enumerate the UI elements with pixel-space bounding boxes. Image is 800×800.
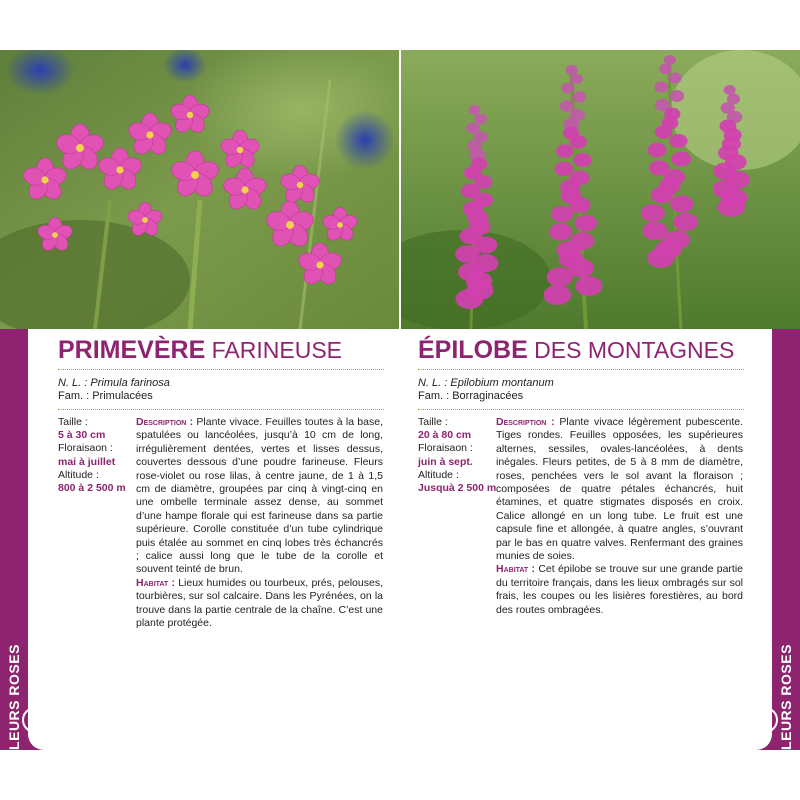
divider <box>58 409 384 410</box>
bloom-value: juin à sept. <box>418 455 473 468</box>
divider <box>418 369 744 370</box>
bloom-value: mai à juillet <box>58 455 116 468</box>
title-bold: ÉPILOBE <box>418 336 528 364</box>
primrose-photo <box>0 50 399 329</box>
family: Fam. : Borraginacées <box>418 390 524 402</box>
size-label: Taille : <box>58 416 88 428</box>
family: Fam. : Primulacées <box>58 390 153 402</box>
divider <box>58 369 384 370</box>
altitude-label: Altitude : <box>418 468 459 481</box>
latin-name-label: N. L. : <box>58 377 88 389</box>
species-stats <box>58 416 138 495</box>
habitat-text: Cet épilobe se trouve sur une grande partie du territoire français, dans les lieux ombragés sur sol frais, les coupes ou les lisières forestières, au bord des routes ombragées. <box>496 563 743 616</box>
altitude-label: Altitude : <box>58 468 99 481</box>
species-description <box>136 416 383 631</box>
bloom-label: Floraisaon : <box>418 442 473 455</box>
description-text: Plante vivace légèrement pubescente. Tiges rondes. Feuilles opposées, les supérieures alternes, sessiles, ovales-lancéolées, à dents inégales. Fleurs petites, de 5 à 8 mm de diamètre, roses, penchées vers le sol avant la floraison ; composées de quatre pétales échancrés, huit étamines, et quatre stigmates disposés en croix. Calice allongé en un long tube. Le fruit est une capsule fine et allongée, à quatre angles, s’ouvrant par le bas en quatre valves. Renfermant des graines munies de soies. <box>496 416 743 563</box>
right-page-content <box>400 329 772 750</box>
size-value: 5 à 30 cm <box>58 429 106 442</box>
species-description <box>496 416 743 617</box>
description-keyword: Description : <box>496 416 555 428</box>
species-title <box>418 336 734 365</box>
description-text: Plante vivace. Feuilles toutes à la base, spatulées ou lancéolées, jusqu’à 10 cm de long, irrégulièrement dentées, vertes et lisses dessus, couvertes dessous d’une poudre farineuse. Fleurs rose-violet ou rose lilas, à centre jaune, de 1 à 1,5 cm de diamètre, groupées par cinq à vingt-cinq en une ombelle terminale assez dense, au sommet d’une hampe florale qui est farineuse dans sa partie supérieure. Corolle constituée d’un tube cylindrique puis étalée au sommet en cinq lobes très échancrés ; calice aussi long que le tube de la corolle et souvent teinté de brun. <box>136 416 383 576</box>
latin-name-label: N. L. : <box>418 377 448 389</box>
left-page-content <box>28 329 400 750</box>
latin-name: Epilobium montanum <box>450 377 554 389</box>
species-names <box>418 377 554 403</box>
divider <box>418 409 744 410</box>
title-rest: FARINEUSE <box>211 337 343 363</box>
species-title <box>58 336 342 365</box>
section-label: FLEURS ROSES <box>6 644 22 759</box>
title-bold: PRIMEVÈRE <box>58 336 206 364</box>
latin-name: Primula farinosa <box>90 377 170 389</box>
altitude-value: Jusquà 2 500 m <box>418 482 497 495</box>
altitude-value: 800 à 2 500 m <box>58 482 126 495</box>
description-keyword: Description : <box>136 416 194 428</box>
habitat-keyword: Habitat : <box>136 576 175 589</box>
bloom-label: Floraisaon : <box>58 442 113 455</box>
right-page-frame <box>400 329 800 759</box>
habitat-keyword: Habitat : <box>496 563 536 576</box>
habitat-text: Lieux humides ou tourbeux, prés, pelouses, tourbières, sur sol calcaire. Dans les Pyrénées, on la trouve dans la partie centrale de la chaîne. C’est une plante protégée. <box>136 576 383 630</box>
species-names <box>58 377 170 403</box>
left-page-frame <box>0 329 400 759</box>
section-label: FLEURS ROSES <box>778 644 794 759</box>
size-value: 20 à 80 cm <box>418 429 472 442</box>
size-label: Taille : <box>418 416 448 428</box>
species-stats <box>418 416 498 495</box>
title-rest: DES MONTAGNES <box>534 337 735 363</box>
willowherb-photo <box>401 50 800 329</box>
